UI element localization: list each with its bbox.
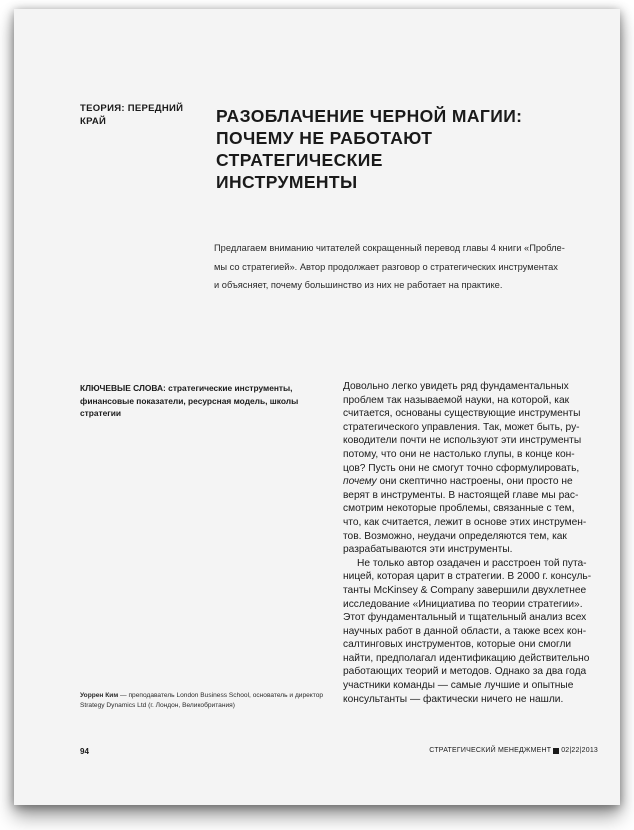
body-line: танты McKinsey & Company завершили двухлетнее — [343, 584, 587, 596]
body-line: тов. Возможно, неудачи определяются тем, как — [343, 530, 567, 542]
body-line: проблем так называемой науки, на которой, как — [343, 394, 570, 406]
body-line: цов? Пусть они не смогут точно сформулировать, — [343, 462, 580, 474]
body-line: ницей, которая царит в стратегии. В 2000 г. консуль- — [343, 571, 592, 583]
body-line: считается, основаны существующие инструменты — [343, 408, 581, 420]
author-name: Уоррен Ким — [80, 692, 119, 699]
author-description: — преподаватель London Business School, основатель и директор Strategy Dynamics Ltd (г. Лондон, Великобритания) — [80, 692, 324, 709]
article-body — [343, 380, 608, 706]
lead-line: Предлагаем вниманию читателей сокращенный перевод главы 4 книги «Пробле- — [214, 243, 565, 253]
body-line: что, как считается, лежит в основе этих инструмен- — [343, 516, 587, 528]
keywords-text: стратегические инструменты, финансовые показатели, ресурсная модель, школы стратегии — [80, 383, 299, 418]
body-line: верят в инструменты. В настоящей главе мы рас- — [343, 489, 579, 501]
square-separator-icon — [553, 748, 559, 754]
journal-page — [14, 9, 620, 805]
lead-paragraph — [214, 239, 594, 295]
body-line: найти, предполагал идентификацию действительно — [343, 652, 590, 664]
title-line: ПОЧЕМУ НЕ РАБОТАЮТ СТРАТЕГИЧЕСКИЕ — [216, 128, 433, 170]
body-line: смотрим некоторые проблемы, связанные с тем, — [343, 503, 575, 515]
body-line: Не только автор озадачен и расстроен той пута- — [357, 557, 587, 569]
body-line: работающих теорий и методов. Однако за два года — [343, 666, 587, 678]
body-line-rest: они скептично настроены, они просто не — [376, 476, 573, 488]
body-line: научных работ в данной области, а также всех кон- — [343, 625, 587, 637]
body-line: разрабатываются эти инструменты. — [343, 544, 513, 556]
author-note — [80, 691, 330, 711]
body-line: исследование «Инициатива по теории стратегии». — [343, 598, 583, 610]
keywords-label: КЛЮЧЕВЫЕ СЛОВА: — [80, 383, 166, 393]
body-line: ководители почти не используют эти инструменты — [343, 435, 582, 447]
body-line: потому, что они не настолько глупы, в конце кон- — [343, 448, 575, 460]
keywords-block — [80, 382, 325, 420]
title-line: РАЗОБЛАЧЕНИЕ ЧЕРНОЙ МАГИИ: — [216, 106, 523, 126]
title-line: ИНСТРУМЕНТЫ — [216, 172, 358, 192]
body-line: Этот фундаментальный и тщательный анализ всех — [343, 612, 587, 624]
body-line-italic — [343, 475, 608, 489]
issue-number: 02|22|2013 — [561, 747, 598, 754]
page-number: 94 — [80, 747, 89, 756]
body-line: Довольно легко увидеть ряд фундаментальных — [343, 381, 569, 392]
journal-footer — [429, 747, 598, 754]
body-line: стратегического управления. Так, может быть, ру- — [343, 421, 580, 433]
lead-line: и объясняет, почему большинство из них не работает на практике. — [214, 280, 503, 290]
body-line: салтинговых инструментов, которые они смогли — [343, 639, 572, 651]
article-title — [216, 105, 596, 193]
italic-word: почему — [343, 476, 377, 488]
section-label: ТЕОРИЯ: ПЕРЕДНИЙ КРАЙ — [80, 103, 184, 127]
body-line: участники команды — самые лучшие и опытные — [343, 680, 574, 692]
body-line: консультанты — фактически ничего не нашли. — [343, 693, 564, 705]
journal-name: СТРАТЕГИЧЕСКИЙ МЕНЕДЖМЕНТ — [429, 747, 552, 754]
lead-line: мы со стратегией». Автор продолжает разговор о стратегических инструментах — [214, 261, 558, 272]
